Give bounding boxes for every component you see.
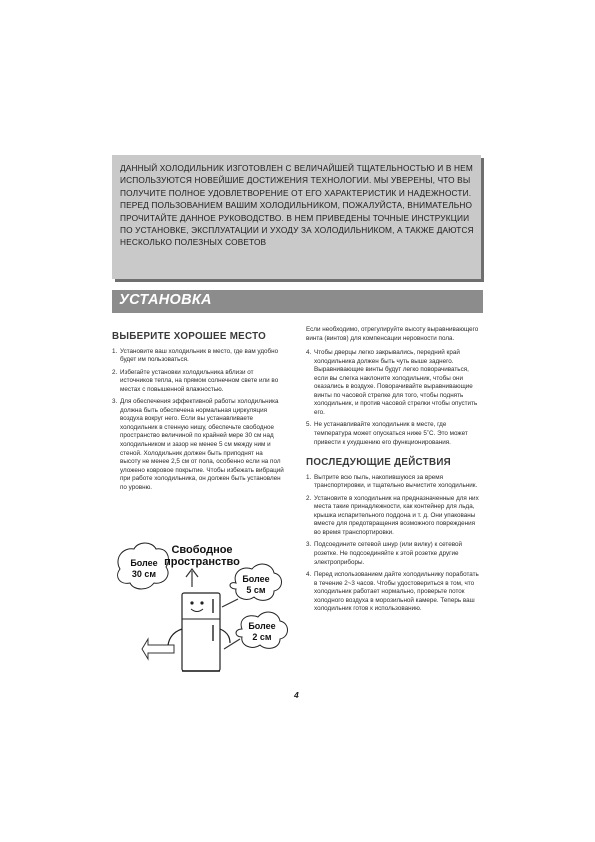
item-text: Избегайте установки холодильника вблизи от источников тепла, на прямом солнечном свете или во местах с повышенной влажностью. [120,368,279,393]
list-item [306,474,481,491]
fridge-arm-left [168,629,182,645]
list-item [306,421,481,447]
list-item [112,398,284,492]
item-number: 5. [306,421,312,429]
right-heading: ПОСЛЕДУЮЩИЕ ДЕЙСТВИЯ [306,457,452,469]
clearance-figure [112,537,292,677]
intro-text: ДАННЫЙ ХОЛОДИЛЬНИК ИЗГОТОВЛЕН С ВЕЛИЧАЙШЕЙ ТЩАТЕЛЬНОСТЬЮ И В НЕМ ИСПОЛЬЗУЮТСЯ НОВЕЙШИЕ ДОСТИЖЕНИЯ ТЕХНОЛОГИИ. МЫ УВЕРЕНЫ, ЧТО ВЫ ПОЛУЧИТЕ ПОЛНОЕ УДОВЛЕТВОРЕНИЕ ОТ ЕГО ХАРАКТЕРИСТИК И НАДЕЖНОСТИ. ПЕРЕД ПОЛЬЗОВАНИЕМ ВАШИМ ХОЛОДИЛЬНИКОМ, ПОЖАЛУЙСТА, ВНИМАТЕЛЬНО ПРОЧИТАЙТЕ ДАННОЕ РУКОВОДСТВО. В НЕМ ПРИВЕДЕНЫ ТОЧНЫЕ ИНСТРУКЦИИ ПО УСТАНОВКЕ, ЭКСПЛУАТАЦИИ И УХОДУ ЗА ХОЛОДИЛЬНИКОМ, А ТАКЖЕ ДАЮТСЯ НЕСКОЛЬКО ПОЛЕЗНЫХ СОВЕТОВ [120,163,474,248]
item-text: Для обеспечения эффективной работы холодильника должна быть обеспечена нормальная циркуляция воздуха вокруг него. Если вы устанавливаете холодильник в стенную нишу, обеспечьте свободное пространство величиной по крайней мере 30 см над холодильником и зазор не менее 5 см между ним и стеной. Холодильник должен быть приподнят на высоту не менее 2,5 см от пола, особенно если на пол уложено ковровое покрытие. Чтобы избежать вибраций при работе холодильника, он должен быть установлен по уровню. [120,398,284,491]
label-center-2: пространство [164,556,240,568]
label-right-2: 5 см [246,585,266,595]
list-item [306,541,481,567]
item-text: Подсоедините сетевой шнур (или вилку) к сетевой розетке. Не подсоединяйте к этой розетке другие электроприборы. [314,541,463,566]
fridge-arm-right [220,629,230,643]
arrow-top [186,569,198,587]
intro-box [112,155,481,279]
item-number: 4. [306,349,312,357]
item-number: 1. [306,473,312,481]
left-column [112,333,284,496]
list-item [306,495,481,538]
item-text: Перед использованием дайте холодильнику поработать в течение 2~3 часов. Чтобы удостовериться в том, что холодильник работает нормально, проверьте поток холодного воздуха в морозильной камере. Теперь ваш холодильник готов к использованию. [314,571,479,613]
clearance-illustration [112,537,292,677]
item-text: Установите ваш холодильник в место, где вам удобно будет им пользоваться. [120,347,279,364]
arrow-right [222,599,238,607]
page-number: 4 [294,690,299,700]
arrow-bottom-right [224,639,240,649]
right-lead: Если необходимо, отрегулируйте высоту выравнивающего винта (винтов) для компенсации неровности пола. [306,326,479,342]
item-number: 2. [112,368,118,376]
item-text: Вытрите всю пыль, накопившуюся за время транспортировки, и тщательно вычистите холодильник. [314,473,478,490]
list-item [306,571,481,614]
right-column [306,326,481,618]
list-item [306,349,481,417]
item-text: Не устанавливайте холодильник в месте, где температура может опускаться ниже 5˚С. Это может привести к ухудшению его функционирования. [314,421,468,446]
label-right-1: Более [242,574,270,584]
section-bar [112,290,483,313]
item-text: Чтобы дверцы легко закрывались, передний край холодильника должен быть чуть выше заднего. Выравнивающие винты будут легко поворачиваться, если вы слегка наклоните холодильник, чтобы они оказались в воздухе. Поворачивайте выравнивающие винты по часовой стрелке для того, чтобы поднять холодильник, и против часовой стрелки чтобы опустить его. [314,349,478,416]
list-item [112,348,284,365]
item-text: Установите в холодильник на предназначенные для них места такие принадлежности, как контейнер для льда, крышка испарительного поддона и т. д. Они упакованы вместе для предотвращения возможного повреждения во время транспортировки. [314,494,479,536]
fridge-body [182,593,220,671]
item-number: 1. [112,347,118,355]
label-center-1: Свободное [171,544,233,556]
left-heading: ВЫБЕРИТЕ ХОРОШЕЕ МЕСТО [112,331,267,342]
label-bottom-right-2: 2 см [252,632,272,642]
item-number: 4. [306,571,312,579]
list-item [112,369,284,395]
label-top-left-2: 30 см [131,569,157,579]
label-bottom-right-1: Более [248,621,276,631]
item-number: 3. [306,541,312,549]
item-number: 3. [112,398,118,406]
section-title: УСТАНОВКА [119,292,212,308]
label-top-left-1: Более [130,558,158,568]
item-number: 2. [306,494,312,502]
